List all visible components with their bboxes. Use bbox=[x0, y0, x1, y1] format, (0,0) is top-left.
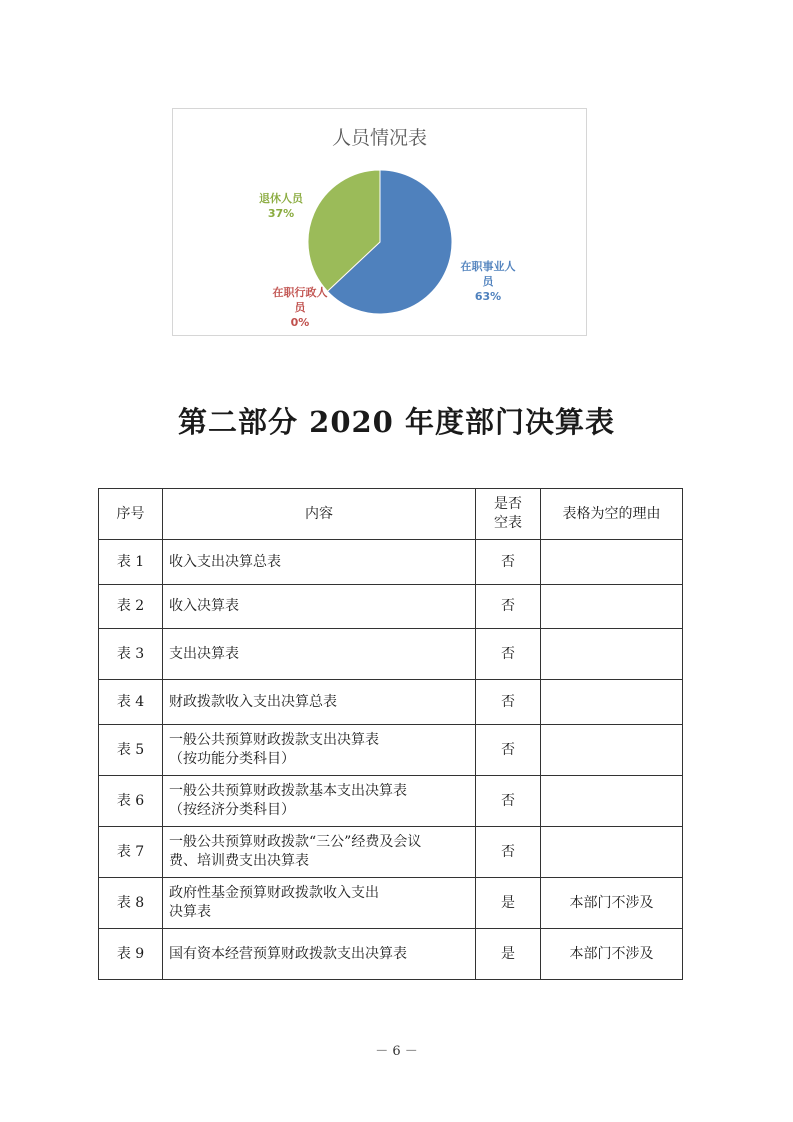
row-seq: 表 7 bbox=[99, 827, 163, 878]
row-content-line1: 一般公共预算财政拨款基本支出决算表 bbox=[169, 783, 407, 799]
page-number: － 6 － bbox=[375, 1044, 418, 1059]
row-reason bbox=[541, 827, 683, 878]
row-content bbox=[163, 540, 476, 585]
row-seq: 表 6 bbox=[99, 776, 163, 827]
label-staff-pct: 63% bbox=[474, 290, 502, 303]
row-content bbox=[163, 878, 476, 929]
row-empty: 是 bbox=[476, 878, 541, 929]
label-retired-pct: 37% bbox=[267, 207, 295, 220]
label-admin-name-line1: 在职行政人 bbox=[272, 286, 328, 299]
pie-chart bbox=[172, 108, 587, 336]
row-reason bbox=[541, 585, 683, 629]
row-seq: 表 9 bbox=[99, 929, 163, 980]
row-seq: 表 1 bbox=[99, 540, 163, 585]
header-content: 内容 bbox=[163, 489, 476, 540]
table-row bbox=[99, 629, 683, 680]
label-retired-name: 退休人员 bbox=[259, 192, 303, 205]
row-content bbox=[163, 680, 476, 725]
section-title: 第二部分 2020 年度部门决算表 bbox=[178, 405, 615, 439]
row-content-line2: （按经济分类科目） bbox=[169, 802, 295, 818]
row-content-line2: 费、培训费支出决算表 bbox=[169, 853, 309, 869]
row-reason: 本部门不涉及 bbox=[541, 929, 683, 980]
row-reason: 本部门不涉及 bbox=[541, 878, 683, 929]
label-staff bbox=[443, 259, 533, 304]
row-empty: 否 bbox=[476, 827, 541, 878]
table-row bbox=[99, 929, 683, 980]
row-empty: 否 bbox=[476, 725, 541, 776]
label-staff-name-line1: 在职事业人 bbox=[460, 260, 516, 273]
row-seq: 表 4 bbox=[99, 680, 163, 725]
report-list-table bbox=[98, 488, 683, 980]
table-row bbox=[99, 878, 683, 929]
header-empty bbox=[476, 489, 541, 540]
row-content-line1: 一般公共预算财政拨款支出决算表 bbox=[169, 732, 379, 748]
label-admin-pct: 0% bbox=[290, 316, 310, 329]
row-content bbox=[163, 929, 476, 980]
row-content-line1: 收入决算表 bbox=[169, 598, 239, 614]
header-empty-line1: 是否 bbox=[494, 496, 522, 512]
row-empty: 否 bbox=[476, 585, 541, 629]
row-reason bbox=[541, 776, 683, 827]
row-content bbox=[163, 629, 476, 680]
row-content bbox=[163, 776, 476, 827]
row-content-line1: 政府性基金预算财政拨款收入支出 bbox=[169, 885, 379, 901]
row-empty: 否 bbox=[476, 680, 541, 725]
table-row bbox=[99, 585, 683, 629]
row-reason bbox=[541, 680, 683, 725]
row-empty: 否 bbox=[476, 629, 541, 680]
table-row bbox=[99, 680, 683, 725]
row-empty: 否 bbox=[476, 540, 541, 585]
label-admin bbox=[255, 285, 345, 330]
table-row bbox=[99, 540, 683, 585]
row-seq: 表 2 bbox=[99, 585, 163, 629]
row-empty: 是 bbox=[476, 929, 541, 980]
row-reason bbox=[541, 725, 683, 776]
row-seq: 表 5 bbox=[99, 725, 163, 776]
header-empty-line2: 空表 bbox=[494, 515, 522, 531]
table-header-row bbox=[99, 489, 683, 540]
row-seq: 表 8 bbox=[99, 878, 163, 929]
row-reason bbox=[541, 540, 683, 585]
row-content-line1: 财政拨款收入支出决算总表 bbox=[169, 693, 337, 710]
row-content-line1: 收入支出决算总表 bbox=[169, 553, 281, 570]
row-content-line1: 国有资本经营预算财政拨款支出决算表 bbox=[169, 945, 407, 962]
row-seq: 表 3 bbox=[99, 629, 163, 680]
table-row bbox=[99, 827, 683, 878]
header-reason: 表格为空的理由 bbox=[541, 489, 683, 540]
row-content-line1: 一般公共预算财政拨款“三公”经费及会议 bbox=[169, 834, 422, 850]
chart-title: 人员情况表 bbox=[331, 127, 427, 149]
row-content bbox=[163, 725, 476, 776]
row-content bbox=[163, 585, 476, 629]
table-row bbox=[99, 776, 683, 827]
label-staff-name-line2: 员 bbox=[482, 275, 494, 288]
row-empty: 否 bbox=[476, 776, 541, 827]
row-content-line1: 支出决算表 bbox=[169, 645, 239, 662]
row-content bbox=[163, 827, 476, 878]
row-content-line2: 决算表 bbox=[169, 904, 211, 920]
row-reason bbox=[541, 629, 683, 680]
row-content-line2: （按功能分类科目） bbox=[169, 751, 295, 767]
header-seq: 序号 bbox=[99, 489, 163, 540]
label-admin-name-line2: 员 bbox=[294, 301, 306, 314]
label-retired bbox=[241, 191, 321, 221]
table-row bbox=[99, 725, 683, 776]
